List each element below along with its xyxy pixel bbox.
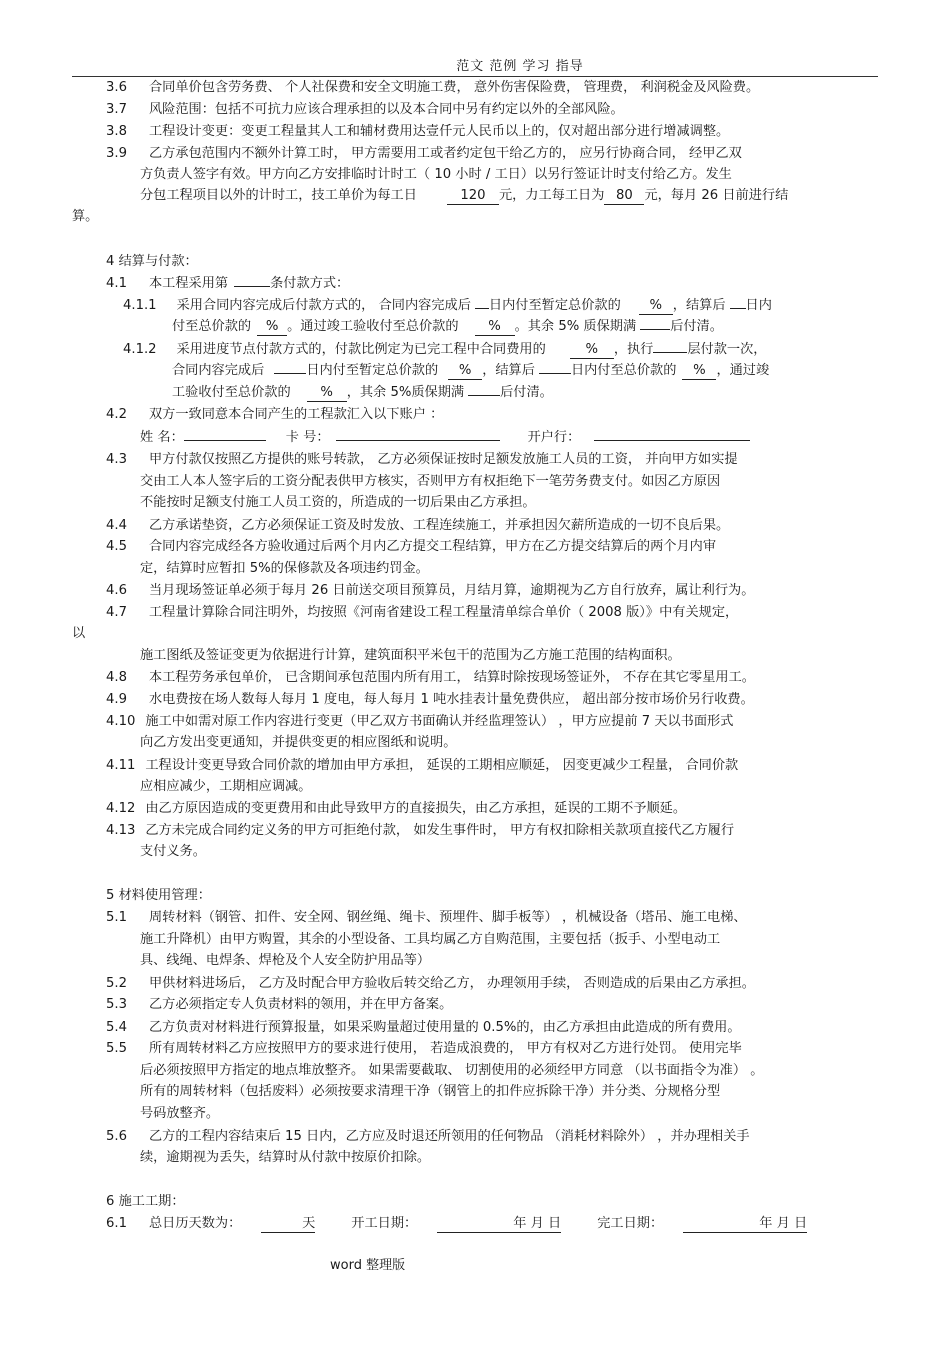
clause-4-5-line2: 定，结算时应暂扣 5%的保修款及各项违约罚金。 <box>140 561 429 576</box>
clause-5-6-line2: 续，逾期视为丢失，结算时从付款中按原价扣除。 <box>140 1150 431 1165</box>
card-number-label: 卡 号： <box>285 430 330 445</box>
page-header: 范文 范例 学习 指导 <box>456 59 584 74</box>
clause-4-11-line2: 应相应减少，工期相应调减。 <box>140 779 312 794</box>
card-number-field[interactable] <box>336 440 500 441</box>
clause-4-1-1-line2: 付至总价款的 % 。通过竣工验收付至总价款的 % 。其余 5% 质保期满 后付清。 <box>172 319 723 334</box>
clause-5-1: 5.1 周转材料（钢管、扣件、安全网、钢丝绳、绳卡、预埋件、脚手板等） ，机械设备（塔吊、施工电梯、 <box>106 910 747 925</box>
clause-number: 3.6 <box>106 80 127 95</box>
clause-3-9-line2: 方负责人签字有效。甲方向乙方安排临时计时工（ 10 小时 / 工日）以另行签证计时支付给乙方。发生 <box>140 167 732 182</box>
page-footer: word 整理版 <box>330 1258 406 1273</box>
clause-4-1: 4.1 本工程采用第 条付款方式： <box>106 276 350 291</box>
clause-4-1-2-line3: 工验收付至总价款的 % ，其余 5%质保期满 后付清。 <box>172 385 553 400</box>
clause-4-4: 4.4 乙方承诺垫资，乙方必须保证工资及时发放、工程连续施工，并承担因欠薪所造成的一切不良后果。 <box>106 518 730 533</box>
clause-3-7 <box>106 101 624 119</box>
payment-method-blank <box>234 286 270 287</box>
clause-4-2: 4.2 双方一致同意本合同产生的工程款汇入以下账户 ： <box>106 407 444 422</box>
clause-4-8: 4.8 本工程劳务承包单价， 已含期间承包范围内所有用工， 结算时除按现场签证外， 不存在其它零星用工。 <box>106 670 755 685</box>
header-rule <box>72 76 878 77</box>
clause-5-5: 5.5 所有周转材料乙方应按照甲方的要求进行使用， 若造成浪费的， 甲方有权对乙方进行处罚。 使用完毕 <box>106 1041 742 1056</box>
clause-5-3: 5.3 乙方必须指定专人负责材料的领用，并在甲方备案。 <box>106 997 453 1012</box>
section-6-title: 6 施工工期： <box>106 1194 185 1209</box>
clause-4-10: 4.10 施工中如需对原工作内容进行变更（甲乙双方书面确认并经监理签认） ，甲方应提前 7 天以书面形式 <box>106 714 734 729</box>
clause-4-3-line3: 不能按时足额支付施工人员工资的，所造成的一切后果由乙方承担。 <box>140 495 536 510</box>
clause-number: 3.8 <box>106 124 127 139</box>
total-days-field[interactable]: 天 <box>261 1216 315 1233</box>
account-info-row <box>140 429 750 447</box>
section-4-title: 4 结算与付款： <box>106 254 198 269</box>
clause-3-9 <box>106 145 742 163</box>
account-name-field[interactable] <box>184 440 266 441</box>
clause-6-1: 6.1 总日历天数为： 天 开工日期： 年 月 日 完工日期： 年 月 日 <box>106 1216 808 1231</box>
clause-text: 风险范围：包括不可抗力应该合理承担的以及本合同中另有约定以外的全部风险。 <box>148 102 624 117</box>
start-date-field[interactable]: 年 月 日 <box>437 1216 561 1233</box>
clause-4-13: 4.13 乙方未完成合同约定义务的甲方可拒绝付款， 如发生事件时， 甲方有权扣除相关款项直接代乙方履行 <box>106 823 735 838</box>
clause-number: 3.9 <box>106 146 127 161</box>
clause-5-1-line2: 施工升降机）由甲方购置，其余的小型设备、工具均属乙方自购范围，主要包括（扳手、小型电动工 <box>140 932 721 947</box>
clause-4-7-line3: 施工图纸及签证变更为依据进行计算，建筑面积平米包干的范围为乙方施工范围的结构面积。 <box>140 648 681 663</box>
section-5-title: 5 材料使用管理： <box>106 888 211 903</box>
clause-5-5-line2: 后必须按照甲方指定的地点堆放整齐。 如果需要截取、 切割使用的必须经甲方同意 （以书面指令为准） 。 <box>140 1063 764 1078</box>
clause-text: 工程设计变更：变更工程量其人工和辅材费用达壹仟元人民币以上的，仅对超出部分进行增减调整。 <box>148 124 730 139</box>
clause-4-12: 4.12 由乙方原因造成的变更费用和由此导致甲方的直接损失，由乙方承担，延误的工期不予顺延。 <box>106 801 687 816</box>
clause-4-9: 4.9 水电费按在场人数每人每月 1 度电，每人每月 1 吨水挂表计量免费供应， 超出部分按市场价另行收费。 <box>106 692 754 707</box>
clause-4-6: 4.6 当月现场签证单必须于每月 26 日前送交项目预算员，月结月算，逾期视为乙方自行放弃，属让利行为。 <box>106 583 755 598</box>
clause-text: 合同单价包含劳务费、 个人社保费和安全文明施工费， 意外伤害保险费， 管理费， 利润税金及风险费。 <box>148 80 760 95</box>
clause-4-5: 4.5 合同内容完成经各方验收通过后两个月内乙方提交工程结算，甲方在乙方提交结算后的两个月内审 <box>106 539 717 554</box>
clause-4-1-2-line2: 合同内容完成后 日内付至暂定总价款的 % ，结算后 日内付至总价款的 % ，通过竣 <box>172 363 770 378</box>
clause-5-4: 5.4 乙方负责对材料进行预算报量，如果采购量超过使用量的 0.5%的，由乙方承担由此造成的所有费用。 <box>106 1020 741 1035</box>
bank-field[interactable] <box>594 440 750 441</box>
clause-4-3-line2: 交由工人本人签字后的工资分配表供甲方核实，否则甲方有权拒绝下一笔劳务费支付。如因乙方原因 <box>140 474 721 489</box>
clause-number: 3.7 <box>106 102 127 117</box>
clause-3-9-line4: 算。 <box>72 209 99 224</box>
account-name-label: 姓 名： <box>140 430 184 445</box>
clause-5-5-line4: 号码放整齐。 <box>140 1106 220 1121</box>
clause-4-11: 4.11 工程设计变更导致合同价款的增加由甲方承担， 延误的工期相应顺延， 因变更减少工程量， 合同价款 <box>106 758 739 773</box>
clause-5-1-line3: 具、线绳、电焊条、焊枪及个人安全防护用品等） <box>140 953 431 968</box>
clause-4-7-line2: 以 <box>72 626 86 641</box>
end-date-field[interactable]: 年 月 日 <box>683 1216 807 1233</box>
clause-text: 乙方承包范围内不额外计算工时， 甲方需要用工或者约定包干给乙方的， 应另行协商合同， 经甲乙双 <box>148 146 742 161</box>
clause-5-2: 5.2 甲供材料进场后， 乙方及时配合甲方验收后转交给乙方， 办理领用手续， 否则造成的后果由乙方承担。 <box>106 976 755 991</box>
clause-3-9-line3: 分包工程项目以外的计时工，技工单价为每工日 120 元，力工每工日为 80 元，每月 26 日前进行结 <box>140 188 789 203</box>
clause-4-1-2: 4.1.2 采用进度节点付款方式的，付款比例定为已完工程中合同费用的 % ，执行 层付款一次， <box>123 342 767 357</box>
clause-5-6: 5.6 乙方的工程内容结束后 15 日内，乙方应及时退还所领用的任何物品 （消耗材料除外） ，并办理相关手 <box>106 1129 750 1144</box>
skilled-wage-blank: 120 <box>447 188 499 205</box>
clause-4-13-line2: 支付义务。 <box>140 844 206 859</box>
clause-3-6 <box>106 79 759 97</box>
bank-label: 开户行： <box>527 430 581 445</box>
clause-4-3: 4.3 甲方付款仅按照乙方提供的账号转款， 乙方必须保证按时足额发放施工人员的工资， 并向甲方如实提 <box>106 452 738 467</box>
clause-3-8 <box>106 123 729 141</box>
clause-4-10-line2: 向乙方发出变更通知，并提供变更的相应图纸和说明。 <box>140 735 457 750</box>
clause-4-7: 4.7 工程量计算除合同注明外，均按照《河南省建设工程工程量清单综合单价（ 2008 版）》中有关规定， <box>106 605 739 620</box>
clause-5-5-line3: 所有的周转材料（包括废料）必须按要求清理干净（钢管上的扣件应拆除干净）并分类、分规格分型 <box>140 1084 721 1099</box>
labor-wage-blank: 80 <box>604 188 644 205</box>
clause-4-1-1: 4.1.1 采用合同内容完成后付款方式的， 合同内容完成后 日内付至暂定总价款的 % ，结算后 日内 <box>123 298 772 313</box>
